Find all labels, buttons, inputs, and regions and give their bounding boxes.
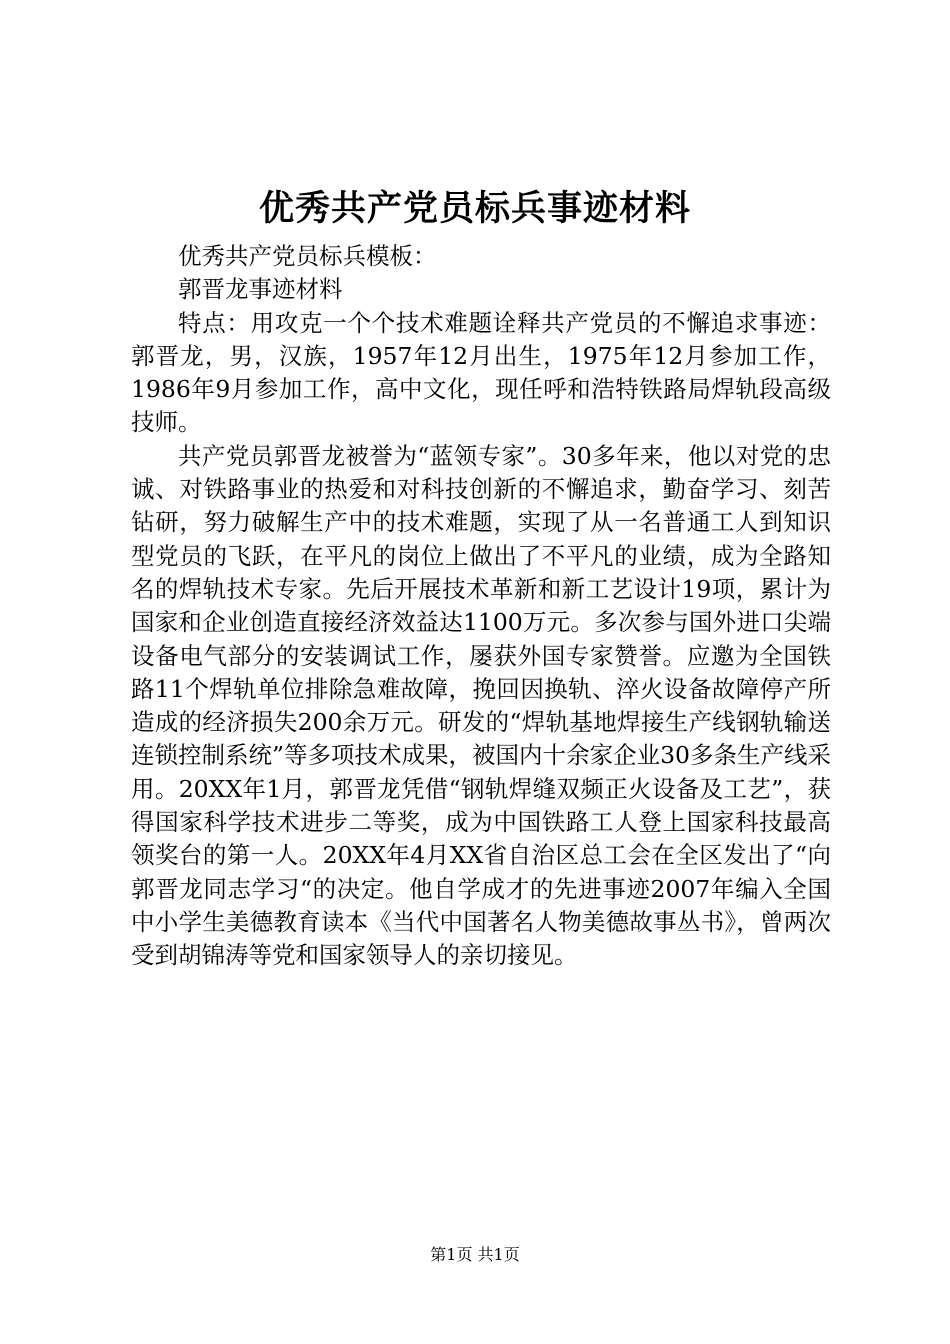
document-body [131, 240, 831, 973]
paragraph-profile: 特点：用攻克一个个技术难题诠释共产党员的不懈追求事迹：郭晋龙，男，汉族，1957年12月出生，1975年12月参加工作，1986年9月参加工作，高中文化，现任呼和浩特铁路局焊轨段高级技师。 [131, 308, 831, 437]
page-footer: 第1页 共1页 [430, 1245, 520, 1264]
paragraph-template-label: 优秀共产党员标兵模板： [178, 242, 437, 270]
paragraph-achievements: 共产党员郭晋龙被誉为“蓝领专家”。30多年来，他以对党的忠诚、对铁路事业的热爱和对科技创新的不懈追求，勤奋学习、刻苦钻研，努力破解生产中的技术难题，实现了从一名普通工人到知识型党员的飞跃，在平凡的岗位上做出了不平凡的业绩，成为全路知名的焊轨技术专家。先后开展技术革新和新工艺设计19项，累计为国家和企业创造直接经济效益达1100万元。多次参与国外进口尖端设备电气部分的安装调试工作，屡获外国专家赞誉。应邀为全国铁路11个焊轨单位排除急难故障，挽回因换轨、淬火设备故障停产所造成的经济损失200余万元。研发的“焊轨基地焊接生产线钢轨输送连锁控制系统”等多项技术成果，被国内十余家企业30多条生产线采用。20XX年1月，郭晋龙凭借“钢轨焊缝双频正火设备及工艺”，获得国家科学技术进步二等奖，成为中国铁路工人登上国家科技最高领奖台的第一人。20XX年4月XX省自治区总工会在全区发出了“向郭晋龙同志学习“的决定。他自学成才的先进事迹2007年编入全国中小学生美德教育读本《当代中国著名人物美德故事丛书》，曾两次受到胡锦涛等党和国家领导人的亲切接见。 [131, 441, 831, 970]
page-title: 优秀共产党员标兵事迹材料 [258, 188, 691, 229]
paragraph-material-heading: 郭晋龙事迹材料 [178, 275, 343, 304]
